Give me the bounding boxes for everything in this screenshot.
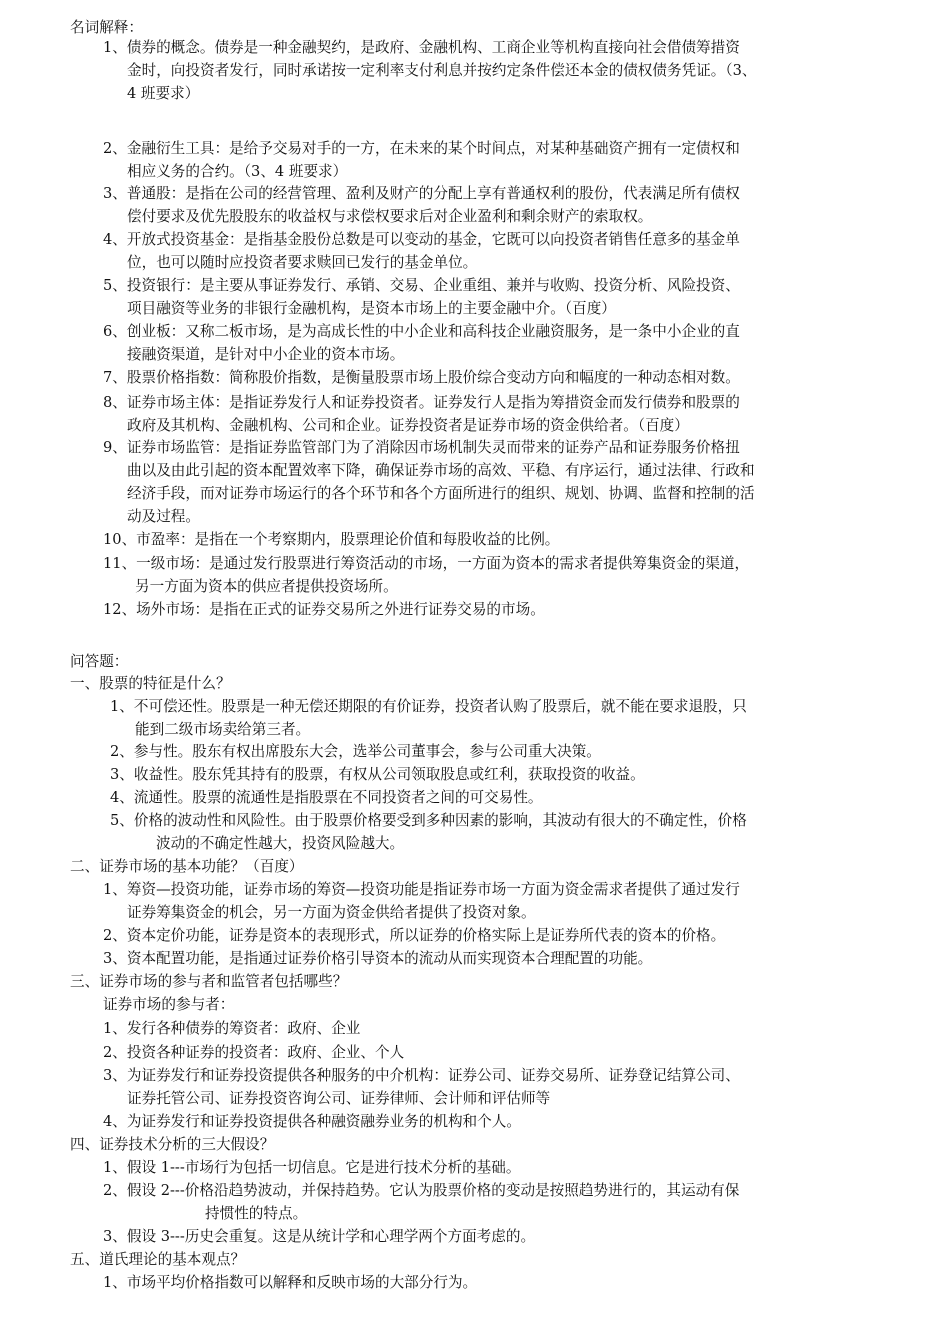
definition-item: 11、一级市场：是通过发行股票进行筹资活动的市场，一方面为资本的需求者提供筹集资金的渠道， [103, 555, 750, 572]
answer-item-continuation: 证券筹集资金的机会，另一方面为资金供给者提供了投资对象。 [127, 904, 536, 921]
definition-item: 1、债券的概念。债券是一种金融契约，是政府、金融机构、工商企业等机构直接向社会借债筹措资 [103, 39, 740, 56]
answer-item: 1、不可偿还性。股票是一种无偿还期限的有价证券，投资者认购了股票后，就不能在要求退股，只 [110, 698, 747, 715]
answer-item: 4、为证券发行和证券投资提供各种融资融券业务的机构和个人。 [103, 1113, 521, 1130]
definition-item-continuation: 另一方面为资本的供应者提供投资场所。 [135, 578, 398, 595]
definition-item-continuation: 偿付要求及优先股股东的收益权与求偿权要求后对企业盈利和剩余财产的索取权。 [127, 208, 653, 225]
definition-item: 4、开放式投资基金：是指基金股份总数是可以变动的基金，它既可以向投资者销售任意多的基金单 [103, 231, 740, 248]
answer-item: 4、流通性。股票的流通性是指股票在不同投资者之间的可交易性。 [110, 789, 543, 806]
question-title: 五、道氏理论的基本观点？ [70, 1251, 246, 1268]
definition-item-continuation: 相应义务的合约。（3、4 班要求） [127, 163, 348, 180]
answer-item: 3、收益性。股东凭其持有的股票，有权从公司领取股息或红利，获取投资的收益。 [110, 766, 645, 783]
definition-item-continuation: 4 班要求） [127, 85, 200, 102]
answer-item: 1、筹资—投资功能，证券市场的筹资—投资功能是指证券市场一方面为资金需求者提供了通过发行 [103, 881, 740, 898]
question-title: 二、证券市场的基本功能？（百度） [70, 858, 304, 875]
definition-item-continuation: 项目融资等业务的非银行金融机构，是资本市场上的主要金融中介。（百度） [127, 300, 616, 317]
answer-item: 1、假设 1---市场行为包括一切信息。它是进行技术分析的基础。 [103, 1159, 521, 1176]
answer-item: 5、价格的波动性和风险性。由于股票价格要受到多种因素的影响，其波动有很大的不确定性，价格 [110, 812, 747, 829]
answer-item: 3、资本配置功能，是指通过证券价格引导资本的流动从而实现资本合理配置的功能。 [103, 950, 653, 967]
definition-item: 10、市盈率：是指在一个考察期内，股票理论价值和每股收益的比例。 [103, 531, 560, 548]
qa-heading: 问答题： [70, 653, 129, 670]
definition-item: 9、证券市场监管：是指证券监管部门为了消除因市场机制失灵而带来的证券产品和证券服务价格扭 [103, 439, 740, 456]
answer-item: 2、投资各种证券的投资者：政府、企业、个人 [103, 1044, 405, 1061]
answer-item-continuation: 能到二级市场卖给第三者。 [135, 721, 311, 738]
answer-item: 1、发行各种债券的筹资者：政府、企业 [103, 1020, 361, 1037]
definition-item-continuation: 金时，向投资者发行，同时承诺按一定利率支付利息并按约定条件偿还本金的债权债务凭证。（3、 [127, 62, 757, 79]
definition-item: 12、场外市场：是指在正式的证券交易所之外进行证券交易的市场。 [103, 601, 545, 618]
answer-item-continuation: 证券托管公司、证券投资咨询公司、证券律师、会计师和评估师等 [127, 1090, 551, 1107]
answer-item-continuation: 持惯性的特点。 [205, 1205, 308, 1222]
question-subtitle: 证券市场的参与者： [103, 996, 235, 1013]
question-title: 四、证券技术分析的三大假设？ [70, 1136, 275, 1153]
definition-item: 3、普通股：是指在公司的经营管理、盈利及财产的分配上享有普通权利的股份，代表满足所有债权 [103, 185, 740, 202]
definition-item-continuation: 动及过程。 [127, 508, 200, 525]
definition-item-continuation: 政府及其机构、金融机构、公司和企业。证券投资者是证券市场的资金供给者。（百度） [127, 417, 689, 434]
definitions-heading: 名词解释： [70, 19, 143, 36]
definition-item: 5、投资银行：是主要从事证券发行、承销、交易、企业重组、兼并与收购、投资分析、风险投资、 [103, 277, 740, 294]
answer-item: 2、参与性。股东有权出席股东大会，选举公司董事会，参与公司重大决策。 [110, 743, 601, 760]
definition-item: 7、股票价格指数：简称股价指数，是衡量股票市场上股价综合变动方向和幅度的一种动态相对数。 [103, 369, 740, 386]
answer-item: 3、假设 3---历史会重复。这是从统计学和心理学两个方面考虑的。 [103, 1228, 536, 1245]
question-title: 一、股票的特征是什么？ [70, 675, 231, 692]
definition-item-continuation: 接融资渠道，是针对中小企业的资本市场。 [127, 346, 405, 363]
definition-item: 8、证券市场主体：是指证券发行人和证券投资者。证券发行人是指为筹措资金而发行债券和股票的 [103, 394, 740, 411]
definition-item: 6、创业板：又称二板市场，是为高成长性的中小企业和高科技企业融资服务，是一条中小企业的直 [103, 323, 740, 340]
question-title: 三、证券市场的参与者和监管者包括哪些？ [70, 973, 348, 990]
answer-item: 3、为证券发行和证券投资提供各种服务的中介机构：证券公司、证券交易所、证券登记结算公司、 [103, 1067, 740, 1084]
definition-item-continuation: 位，也可以随时应投资者要求赎回已发行的基金单位。 [127, 254, 478, 271]
definition-item-continuation: 曲以及由此引起的资本配置效率下降，确保证券市场的高效、平稳、有序运行，通过法律、行政和 [127, 462, 755, 479]
definition-item-continuation: 经济手段，而对证券市场运行的各个环节和各个方面所进行的组织、规划、协调、监督和控制的活 [127, 485, 755, 502]
answer-item: 2、资本定价功能，证券是资本的表现形式，所以证券的价格实际上是证券所代表的资本的价格。 [103, 927, 726, 944]
answer-item-continuation: 波动的不确定性越大，投资风险越大。 [156, 835, 405, 852]
answer-item: 1、市场平均价格指数可以解释和反映市场的大部分行为。 [103, 1274, 478, 1291]
answer-item: 2、假设 2---价格沿趋势波动，并保持趋势。它认为股票价格的变动是按照趋势进行的，其运动有保 [103, 1182, 740, 1199]
definition-item: 2、金融衍生工具：是给予交易对手的一方，在未来的某个时间点，对某种基础资产拥有一定债权和 [103, 140, 740, 157]
